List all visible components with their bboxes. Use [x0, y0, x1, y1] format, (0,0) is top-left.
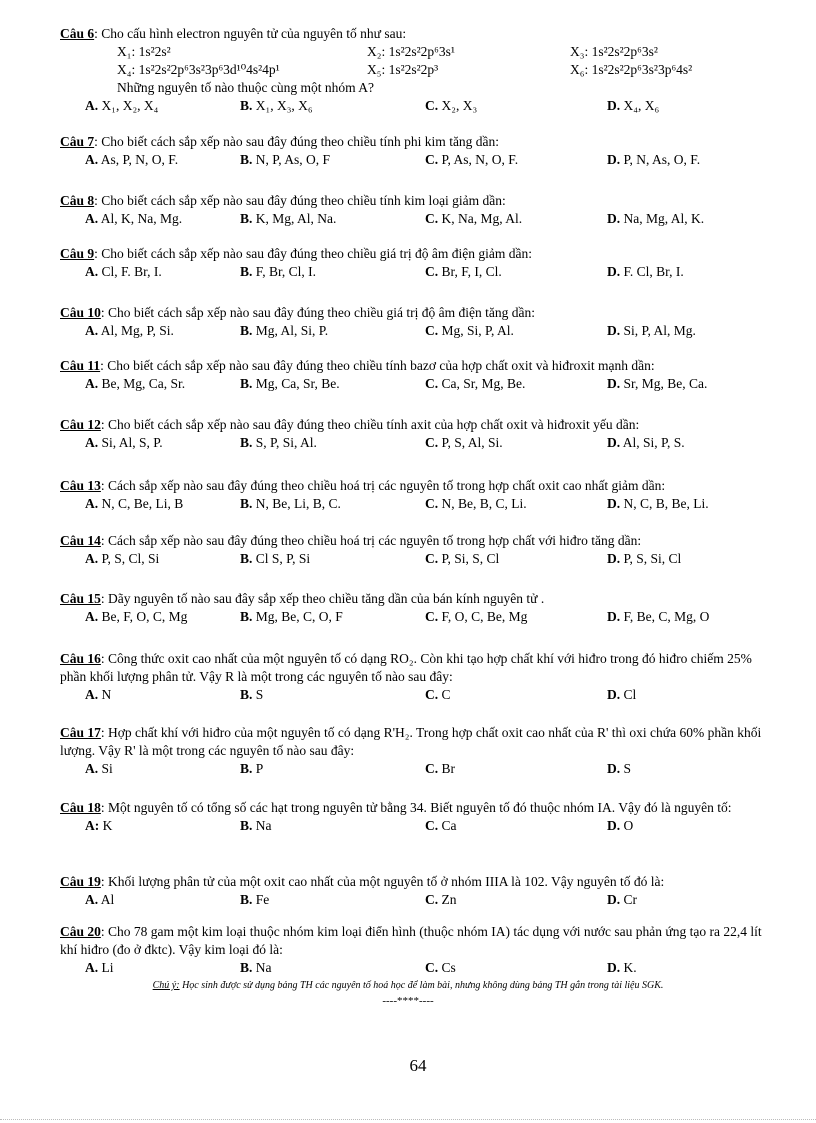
question-label: Câu 20	[60, 924, 101, 939]
option-letter: B.	[240, 551, 253, 566]
option-letter: A.	[85, 98, 99, 113]
option-letter: B.	[240, 687, 253, 702]
question-text: : Một nguyên tố có tổng số các hạt trong nguyên tử bằng 34. Biết nguyên tố đó thuộc nhóm IA. Vậy đó là nguyên tố:	[100, 800, 732, 815]
question-label: Câu 8	[60, 193, 95, 208]
option-text: F, O, C, Be, Mg	[441, 609, 528, 624]
option-letter: D.	[607, 609, 621, 624]
answer-options	[60, 375, 780, 393]
electron-config: X₅: 1s²2s²2p³	[367, 62, 439, 77]
answer-option-b	[240, 959, 272, 977]
option-text: C	[441, 687, 451, 702]
option-letter: A.	[85, 264, 99, 279]
option-text: S	[623, 761, 632, 776]
option-letter: C.	[425, 211, 439, 226]
question-label: Câu 14	[60, 533, 101, 548]
answer-option-a	[85, 686, 111, 704]
question-stem	[60, 799, 780, 817]
option-letter: A.	[85, 496, 99, 511]
answer-option-a	[85, 495, 183, 513]
question-label: Câu 15	[60, 591, 101, 606]
option-letter: A.	[85, 152, 99, 167]
answer-option-d	[607, 760, 631, 778]
option-letter: C.	[425, 264, 439, 279]
option-text: K	[102, 818, 113, 833]
question-text: : Cho biết cách sắp xếp nào sau đây đúng theo chiều tính bazơ của hợp chất oxit và hiđroxit mạnh dần:	[100, 358, 655, 373]
option-letter: D.	[607, 323, 621, 338]
answer-option-a	[85, 263, 162, 281]
answer-option-b	[240, 686, 263, 704]
option-text: Na, Mg, Al, K.	[623, 211, 705, 226]
question-text: : Khối lượng phân tử của một oxit cao nhất của một nguyên tố ở nhóm IIIA là 102. Vậy nguyên tố đó là:	[100, 874, 665, 889]
question-block	[60, 192, 780, 228]
option-letter: C.	[425, 551, 439, 566]
answer-options	[60, 817, 780, 835]
answer-options	[60, 495, 780, 513]
option-text: N, P, As, O, F	[255, 152, 331, 167]
option-text: Br, F, I, Cl.	[441, 264, 502, 279]
answer-option-c	[425, 151, 518, 169]
option-letter: A:	[85, 818, 100, 833]
option-text: Ca, Sr, Mg, Be.	[441, 376, 526, 391]
answer-option-a	[85, 608, 187, 626]
answer-options	[60, 97, 780, 115]
option-text: Ca	[441, 818, 457, 833]
option-letter: B.	[240, 496, 253, 511]
option-text: Al	[100, 892, 115, 907]
electron-config-row	[60, 61, 780, 79]
electron-config: X₆: 1s²2s²2p⁶3s²3p⁶4s²	[570, 62, 693, 77]
answer-option-d	[607, 891, 637, 909]
answer-options	[60, 608, 780, 626]
answer-options	[60, 151, 780, 169]
option-text: X₁, X₂, X₄	[101, 98, 159, 113]
option-letter: B.	[240, 152, 253, 167]
answer-option-d	[607, 495, 709, 513]
answer-option-b	[240, 817, 272, 835]
option-letter: B.	[240, 211, 253, 226]
option-letter: B.	[240, 818, 253, 833]
option-text: F. Cl, Br, I.	[623, 264, 684, 279]
question-label: Câu 6	[60, 26, 95, 41]
question-text: : Cách sắp xếp nào sau đây đúng theo chiều hoá trị các nguyên tố trong hợp chất oxit cao nhất giảm dần:	[100, 478, 666, 493]
option-letter: B.	[240, 435, 253, 450]
option-letter: C.	[425, 152, 439, 167]
answer-option-b	[240, 434, 317, 452]
option-letter: C.	[425, 496, 439, 511]
question-stem	[60, 923, 780, 959]
option-text: Mg, Si, P, Al.	[441, 323, 514, 338]
option-letter: B.	[240, 323, 253, 338]
answer-option-c	[425, 210, 522, 228]
option-text: Fe	[255, 892, 270, 907]
option-text: Cl, F. Br, I.	[101, 264, 162, 279]
option-text: Si	[101, 761, 113, 776]
option-letter: B.	[240, 264, 253, 279]
answer-option-c	[425, 959, 456, 977]
answer-option-d	[607, 263, 684, 281]
question-text: : Công thức oxit cao nhất của một nguyên tố có dạng RO₂. Còn khi tạo hợp chất khí với hiđro trong đó hiđro chiếm 25% phần khối lượng phân tử. Vậy R là một trong các nguyên tố nào sau đây:	[60, 651, 752, 684]
option-letter: D.	[607, 551, 621, 566]
option-letter: C.	[425, 960, 439, 975]
option-letter: A.	[85, 323, 99, 338]
question-text: : Cách sắp xếp nào sau đây đúng theo chiều hoá trị các nguyên tố trong hợp chất với hiđro tăng dần:	[100, 533, 642, 548]
question-block	[60, 416, 780, 452]
answer-option-a	[85, 434, 163, 452]
answer-option-a	[85, 375, 185, 393]
option-letter: B.	[240, 376, 253, 391]
option-letter: B.	[240, 609, 253, 624]
answer-option-d	[607, 686, 636, 704]
answer-options	[60, 959, 780, 977]
question-text: : Cho cấu hình electron nguyên tử của nguyên tố như sau:	[94, 26, 407, 41]
answer-option-c	[425, 891, 457, 909]
answer-option-b	[240, 550, 310, 568]
answer-option-b	[240, 608, 343, 626]
question-block	[60, 873, 780, 909]
question-label: Câu 13	[60, 478, 101, 493]
option-text: Mg, Be, C, O, F	[255, 609, 343, 624]
end-mark: ----****----	[382, 995, 434, 1007]
option-letter: C.	[425, 323, 439, 338]
option-text: F, Be, C, Mg, O	[623, 609, 710, 624]
answer-option-d	[607, 959, 637, 977]
question-stem	[60, 590, 780, 608]
option-letter: A.	[85, 435, 99, 450]
answer-option-c	[425, 434, 503, 452]
answer-option-c	[425, 97, 477, 115]
option-letter: D.	[607, 435, 621, 450]
option-letter: D.	[607, 892, 621, 907]
answer-option-a	[85, 151, 178, 169]
option-text: Sr, Mg, Be, Ca.	[623, 376, 708, 391]
question-stem	[60, 532, 780, 550]
question-stem	[60, 650, 780, 686]
question-block	[60, 245, 780, 281]
answer-option-b	[240, 760, 263, 778]
answer-option-c	[425, 817, 457, 835]
answer-option-d	[607, 210, 704, 228]
answer-option-b	[240, 375, 340, 393]
question-text: : Dãy nguyên tố nào sau đây sắp xếp theo chiều tăng dần của bán kính nguyên tử .	[100, 591, 545, 606]
question-text: : Cho biết cách sắp xếp nào sau đây đúng theo chiều tính kim loại giảm dần:	[94, 193, 506, 208]
question-block	[60, 650, 780, 704]
option-text: Cs	[441, 960, 456, 975]
option-text: K.	[623, 960, 637, 975]
answer-options	[60, 550, 780, 568]
option-letter: A.	[85, 609, 99, 624]
answer-option-a	[85, 959, 114, 977]
question-block	[60, 532, 780, 568]
answer-option-c	[425, 495, 527, 513]
answer-option-a	[85, 817, 112, 835]
option-text: O	[623, 818, 634, 833]
question-label: Câu 11	[60, 358, 101, 373]
answer-option-c	[425, 263, 502, 281]
question-block	[60, 923, 780, 977]
answer-option-b	[240, 210, 336, 228]
question-stem	[60, 192, 780, 210]
option-letter: A.	[85, 376, 99, 391]
question-label: Câu 12	[60, 417, 101, 432]
option-letter: A.	[85, 551, 99, 566]
answer-option-a	[85, 210, 182, 228]
answer-options	[60, 322, 780, 340]
question-block	[60, 477, 780, 513]
option-text: Cr	[623, 892, 637, 907]
option-text: X₂, X₃	[441, 98, 478, 113]
option-letter: C.	[425, 687, 439, 702]
answer-option-a	[85, 322, 174, 340]
option-text: P	[255, 761, 264, 776]
option-letter: B.	[240, 98, 253, 113]
electron-config: X₁: 1s²2s²	[117, 44, 171, 59]
footnote-label: Chú ý:	[152, 980, 180, 991]
option-text: Mg, Al, Si, P.	[255, 323, 329, 338]
option-text: S	[255, 687, 264, 702]
option-text: Al, Mg, P, Si.	[100, 323, 174, 338]
answer-option-c	[425, 550, 499, 568]
answer-option-a	[85, 891, 114, 909]
question-label: Câu 17	[60, 725, 101, 740]
question-subtext: Những nguyên tố nào thuộc cùng một nhóm A?	[117, 80, 375, 95]
question-block	[60, 357, 780, 393]
question-stem	[60, 357, 780, 375]
question-stem	[60, 25, 780, 43]
answer-option-b	[240, 263, 316, 281]
option-text: P, S, Cl, Si	[101, 551, 160, 566]
question-block	[60, 724, 780, 778]
option-text: Na	[255, 960, 272, 975]
option-text: Al, Si, P, S.	[622, 435, 685, 450]
answer-option-c	[425, 686, 451, 704]
option-letter: D.	[607, 211, 621, 226]
option-text: N, Be, B, C, Li.	[441, 496, 527, 511]
option-letter: D.	[607, 152, 621, 167]
option-text: P, As, N, O, F.	[441, 152, 519, 167]
footnote-text: Học sinh được sử dụng bảng TH các nguyên tố hoá học để làm bài, nhưng không dùng bảng TH gắn trong tài liệu SGK.	[179, 980, 664, 991]
question-block	[60, 799, 780, 835]
answer-option-c	[425, 608, 527, 626]
answer-option-d	[607, 434, 685, 452]
answer-options	[60, 891, 780, 909]
option-text: X₁, X₃, X₆	[255, 98, 313, 113]
option-text: Mg, Ca, Sr, Be.	[255, 376, 340, 391]
question-label: Câu 9	[60, 246, 95, 261]
option-text: F, Br, Cl, I.	[255, 264, 317, 279]
question-stem	[60, 133, 780, 151]
option-text: K, Mg, Al, Na.	[255, 211, 337, 226]
option-text: Na	[255, 818, 272, 833]
option-letter: D.	[607, 496, 621, 511]
option-letter: A.	[85, 761, 99, 776]
option-text: N	[101, 687, 112, 702]
question-text: : Cho biết cách sắp xếp nào sau đây đúng theo chiều tính axit của hợp chất oxit và hiđroxit yếu dần:	[100, 417, 640, 432]
option-text: X₄, X₆	[623, 98, 660, 113]
question-text: : Hợp chất khí với hiđro của một nguyên tố có dạng R'H₂. Trong hợp chất oxit cao nhất của R' thì oxi chứa 60% phần khối lượng. Vậy R' là một trong các nguyên tố nào sau đây:	[60, 725, 762, 758]
answer-option-d	[607, 550, 681, 568]
question-block	[60, 590, 780, 626]
answer-option-d	[607, 151, 700, 169]
option-letter: D.	[607, 98, 621, 113]
answer-option-b	[240, 495, 341, 513]
answer-option-a	[85, 550, 159, 568]
question-text: : Cho biết cách sắp xếp nào sau đây đúng theo chiều giá trị độ âm điện giảm dần:	[94, 246, 533, 261]
option-letter: C.	[425, 892, 439, 907]
page-bottom-rule	[0, 1119, 816, 1120]
option-text: As, P, N, O, F.	[100, 152, 179, 167]
option-text: Be, Mg, Ca, Sr.	[101, 376, 186, 391]
answer-option-a	[85, 97, 158, 115]
option-letter: D.	[607, 687, 621, 702]
question-text: : Cho biết cách sắp xếp nào sau đây đúng theo chiều giá trị độ âm điện tăng dần:	[100, 305, 536, 320]
question-stem	[60, 873, 780, 891]
option-text: N, C, Be, Li, B	[101, 496, 184, 511]
answer-option-c	[425, 322, 514, 340]
answer-option-b	[240, 97, 313, 115]
page-number: 64	[409, 1056, 427, 1075]
option-letter: D.	[607, 818, 621, 833]
option-letter: C.	[425, 609, 439, 624]
option-text: S, P, Si, Al.	[255, 435, 317, 450]
answer-options	[60, 263, 780, 281]
question-stem	[60, 416, 780, 434]
option-letter: D.	[607, 761, 621, 776]
answer-options	[60, 686, 780, 704]
answer-options	[60, 760, 780, 778]
option-letter: C.	[425, 818, 439, 833]
option-letter: A.	[85, 687, 99, 702]
electron-config: X₃: 1s²2s²2p⁶3s²	[570, 44, 658, 59]
electron-config: X₂: 1s²2s²2p⁶3s¹	[367, 44, 455, 59]
option-letter: B.	[240, 960, 253, 975]
option-text: P, S, Si, Cl	[623, 551, 682, 566]
option-letter: A.	[85, 960, 99, 975]
option-text: Cl S, P, Si	[255, 551, 311, 566]
answer-option-d	[607, 322, 696, 340]
electron-config: X₄: 1s²2s²2p⁶3s²3p⁶3d¹⁰4s²4p¹	[117, 62, 280, 77]
option-text: Be, F, O, C, Mg	[101, 609, 188, 624]
answer-option-a	[85, 760, 113, 778]
option-letter: C.	[425, 98, 439, 113]
option-text: Br	[441, 761, 455, 776]
answer-options	[60, 434, 780, 452]
option-text: P, N, As, O, F.	[623, 152, 701, 167]
answer-option-c	[425, 375, 525, 393]
question-label: Câu 19	[60, 874, 101, 889]
option-letter: D.	[607, 376, 621, 391]
option-letter: D.	[607, 960, 621, 975]
option-letter: D.	[607, 264, 621, 279]
option-letter: B.	[240, 892, 253, 907]
option-text: P, S, Al, Si.	[441, 435, 503, 450]
question-block	[60, 304, 780, 340]
answer-option-b	[240, 151, 330, 169]
question-block	[60, 133, 780, 169]
question-label: Câu 16	[60, 651, 101, 666]
option-text: K, Na, Mg, Al.	[441, 211, 523, 226]
answer-option-d	[607, 817, 633, 835]
question-stem	[60, 304, 780, 322]
option-text: P, Si, S, Cl	[441, 551, 500, 566]
question-text: : Cho 78 gam một kim loại thuộc nhóm kim loại điển hình (thuộc nhóm IA) tác dụng với nước sau phản ứng tạo ra 22,4 lít khí hiđro (đo ở đktc). Vậy kim loại đó là:	[60, 924, 762, 957]
answer-option-b	[240, 891, 269, 909]
option-text: Al, K, Na, Mg.	[100, 211, 183, 226]
question-stem	[60, 724, 780, 760]
option-text: N, Be, Li, B, C.	[255, 496, 341, 511]
question-label: Câu 10	[60, 305, 101, 320]
option-letter: A.	[85, 892, 99, 907]
answer-options	[60, 210, 780, 228]
option-text: N, C, B, Be, Li.	[623, 496, 709, 511]
option-text: Zn	[441, 892, 457, 907]
answer-option-d	[607, 608, 709, 626]
option-letter: C.	[425, 376, 439, 391]
question-stem	[60, 477, 780, 495]
footnote	[0, 980, 816, 991]
answer-option-b	[240, 322, 328, 340]
option-text: Si, Al, S, P.	[101, 435, 163, 450]
option-letter: C.	[425, 761, 439, 776]
answer-option-d	[607, 97, 659, 115]
electron-config-row	[60, 43, 780, 61]
question-label: Câu 18	[60, 800, 101, 815]
question-block	[60, 25, 780, 115]
option-text: Li	[101, 960, 114, 975]
option-letter: B.	[240, 761, 253, 776]
option-text: Cl	[623, 687, 637, 702]
answer-option-c	[425, 760, 455, 778]
option-letter: A.	[85, 211, 99, 226]
question-text: : Cho biết cách sắp xếp nào sau đây đúng theo chiều tính phi kim tăng dần:	[94, 134, 500, 149]
option-text: Si, P, Al, Mg.	[623, 323, 696, 338]
question-stem	[60, 245, 780, 263]
question-label: Câu 7	[60, 134, 95, 149]
answer-option-d	[607, 375, 707, 393]
option-letter: C.	[425, 435, 439, 450]
